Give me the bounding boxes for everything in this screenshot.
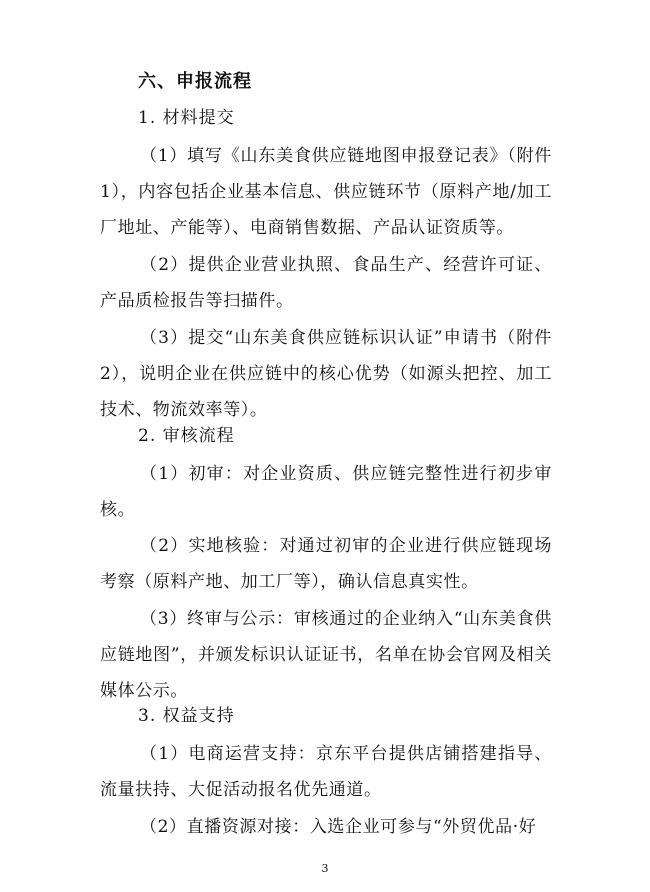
subsection-title-3: 3. 权益支持 [138, 706, 235, 726]
paragraph-3-1: （1）电商运营支持：京东平台提供店铺搭建指导、流量扶持、大促活动报名优先通道。 [100, 744, 552, 801]
subsection-title-1: 1. 材料提交 [138, 108, 235, 128]
paragraph-1-1: （1）填写《山东美食供应链地图申报登记表》（附件1），内容包括企业基本信息、供应链环节（原料产地/加工厂地址、产能等）、电商销售数据、产品认证资质等。 [100, 146, 552, 239]
paragraph-1-3: （3）提交“山东美食供应链标识认证”申请书（附件2），说明企业在供应链中的核心优势（如源头把控、加工技术、物流效率等）。 [100, 328, 552, 421]
paragraph-2-2: （2）实地核验：对通过初审的企业进行供应链现场考察（原料产地、加工厂等），确认信息真实性。 [100, 536, 552, 593]
paragraph-2-1: （1）初审：对企业资质、供应链完整性进行初步审核。 [100, 464, 552, 521]
section-heading: 六、申报流程 [138, 71, 252, 92]
paragraph-2-3: （3）终审与公示：审核通过的企业纳入“山东美食供应链地图”，并颁发标识认证证书，名单在协会官网及相关媒体公示。 [100, 609, 552, 702]
subsection-title-2: 2. 审核流程 [138, 426, 235, 446]
page-number: 3 [321, 862, 329, 875]
paragraph-3-2: （2）直播资源对接：入选企业可参与“外贸优品·好 [140, 817, 537, 837]
paragraph-1-2: （2）提供企业营业执照、食品生产、经营许可证、产品质检报告等扫描件。 [100, 255, 552, 312]
